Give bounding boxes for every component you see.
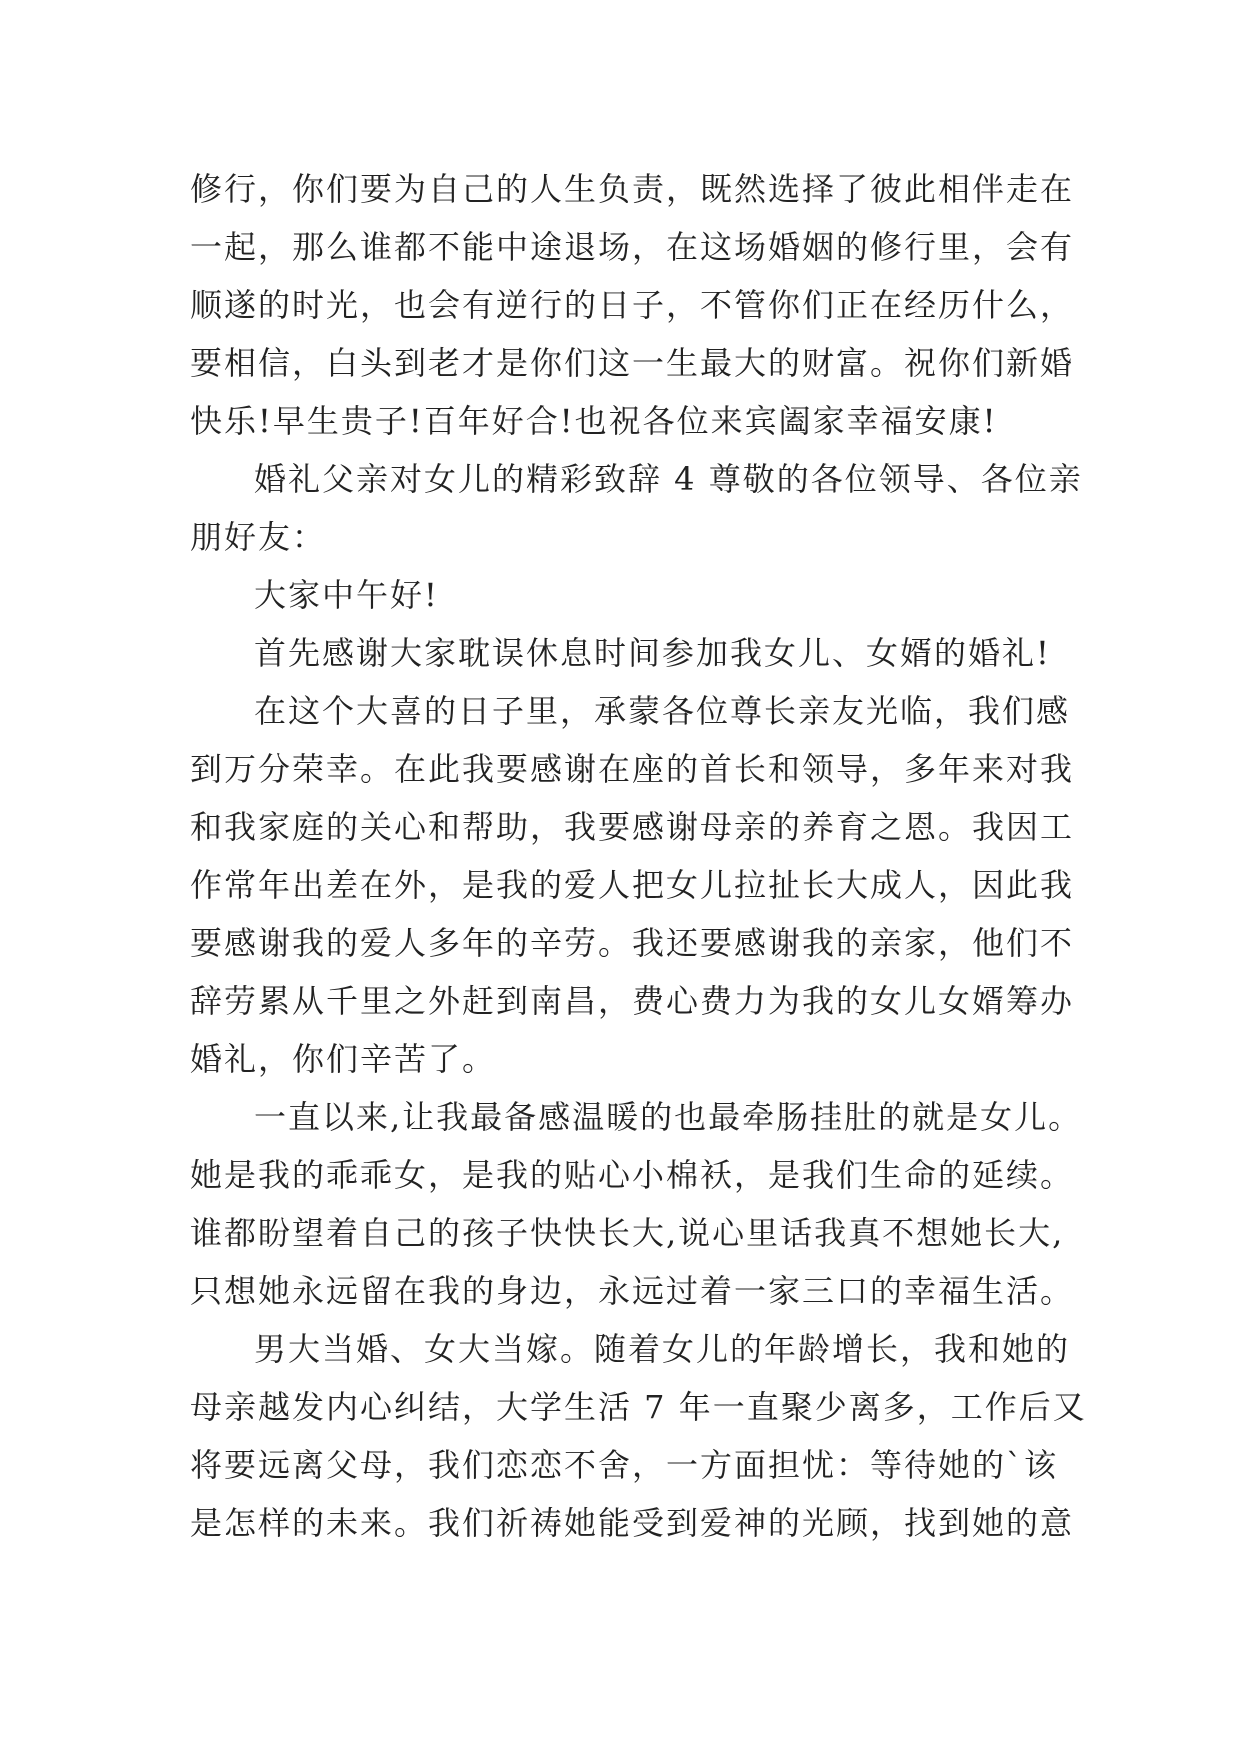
text-line: 朋好友： bbox=[190, 518, 327, 556]
text-line: 和我家庭的关心和帮助，我要感谢母亲的养育之恩。我因工 bbox=[190, 808, 1075, 846]
text-line: 快乐!早生贵子!百年好合!也祝各位来宾阖家幸福安康! bbox=[190, 402, 998, 440]
document-body bbox=[190, 160, 1087, 1552]
paragraph-start-line: 在这个大喜的日子里，承蒙各位尊长亲友光临，我们感 bbox=[254, 692, 1071, 730]
paragraph-start-line: 男大当婚、女大当嫁。随着女儿的年龄增长，我和她的 bbox=[254, 1330, 1071, 1368]
text-line: 母亲越发内心纠结，大学生活 7 年一直聚少离多，工作后又 bbox=[190, 1388, 1087, 1426]
paragraph-start-line: 首先感谢大家耽误休息时间参加我女儿、女婿的婚礼! bbox=[254, 634, 1051, 672]
text-line: 只想她永远留在我的身边，永远过着一家三口的幸福生活。 bbox=[190, 1272, 1075, 1310]
text-line: 辞劳累从千里之外赶到南昌，费心费力为我的女儿女婿筹办 bbox=[190, 982, 1075, 1020]
text-line: 要相信，白头到老才是你们这一生最大的财富。祝你们新婚 bbox=[190, 344, 1075, 382]
text-line: 婚礼，你们辛苦了。 bbox=[190, 1040, 497, 1078]
paragraph-start-line: 一直以来,让我最备感温暖的也最牵肠挂肚的就是女儿。 bbox=[254, 1098, 1083, 1136]
text-line: 是怎样的未来。我们祈祷她能受到爱神的光顾，找到她的意 bbox=[190, 1504, 1075, 1542]
greeting-line: 大家中午好! bbox=[254, 576, 439, 614]
text-line: 修行，你们要为自己的人生负责，既然选择了彼此相伴走在 bbox=[190, 170, 1075, 208]
text-line: 她是我的乖乖女，是我的贴心小棉袄，是我们生命的延续。 bbox=[190, 1156, 1075, 1194]
text-line: 到万分荣幸。在此我要感谢在座的首长和领导，多年来对我 bbox=[190, 750, 1075, 788]
text-line: 谁都盼望着自己的孩子快快长大,说心里话我真不想她长大, bbox=[190, 1214, 1065, 1252]
text-line: 将要远离父母，我们恋恋不舍，一方面担忧：等待她的`该 bbox=[190, 1446, 1059, 1484]
text-line: 要感谢我的爱人多年的辛劳。我还要感谢我的亲家，他们不 bbox=[190, 924, 1075, 962]
paragraph-start-line: 婚礼父亲对女儿的精彩致辞 4 尊敬的各位领导、各位亲 bbox=[254, 460, 1083, 498]
text-line: 顺遂的时光，也会有逆行的日子，不管你们正在经历什么， bbox=[190, 286, 1075, 324]
text-line: 一起，那么谁都不能中途退场，在这场婚姻的修行里，会有 bbox=[190, 228, 1075, 266]
text-line: 作常年出差在外，是我的爱人把女儿拉扯长大成人，因此我 bbox=[190, 866, 1075, 904]
